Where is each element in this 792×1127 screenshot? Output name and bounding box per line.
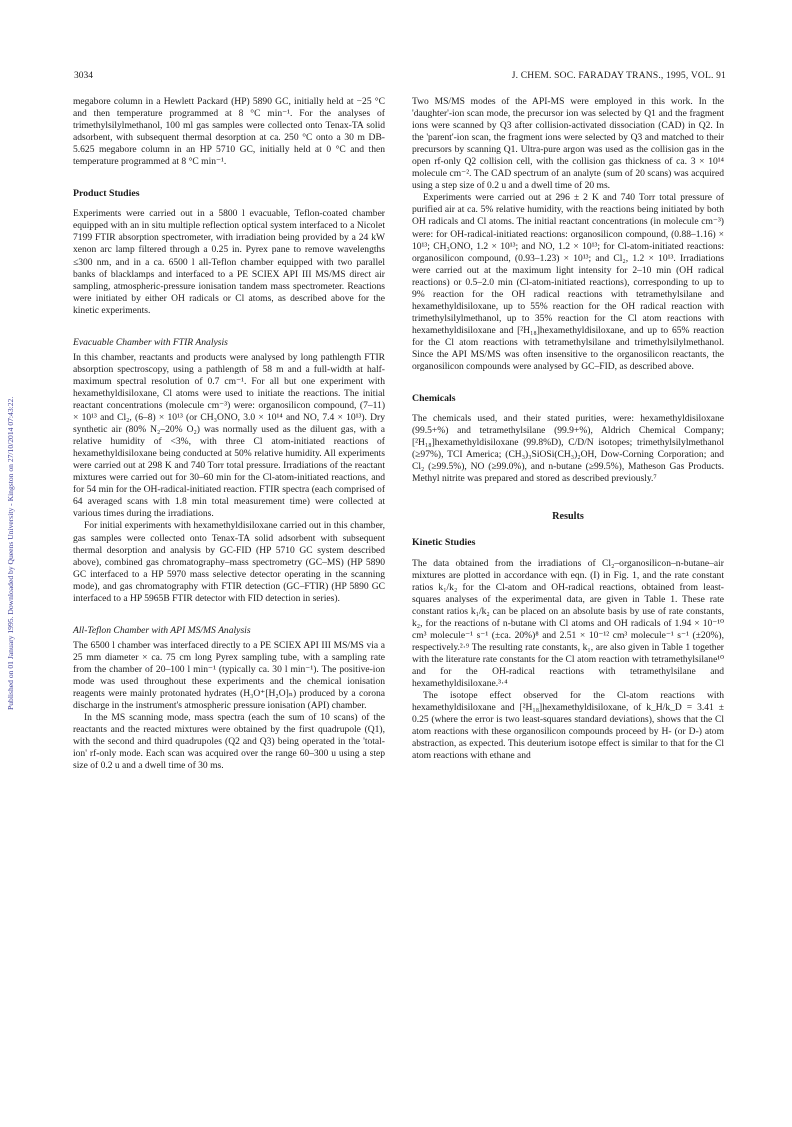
right-column: [412, 96, 724, 762]
teflon-chamber-paragraph: The 6500 l chamber was interfaced directly to a PE SCIEX API III MS/MS via a 25 mm diameter × ca. 75 cm long Pyrex sampling tube, with a sampling rate from the chamber of 20–100 l min⁻¹ (typically ca. 30 l min⁻¹). The positive-ion mode was used throughout these experiments and the chemical ionisation reagents were mainly protonated hydrates (H₃O⁺[H₂O]ₙ) produced by a corona discharge in the instrument's atmospheric pressure ionisation (API) chamber.: [73, 639, 385, 712]
download-watermark: Published on 01 January 1995. Downloaded by Queens University - Kingston on 27/10/2014 07:43:22.: [6, 396, 15, 710]
experiments-paragraph: Experiments were carried out at 296 ± 2 K and 740 Torr total pressure of purified air at ca. 5% relative humidity, with the reactions being initiated by both OH radicals and Cl atoms. The initial reactant concentrations (in molecule cm⁻³) were: for OH-radical-initiated reactions: organosilicon compound, (0.88–1.16) × 10¹³; CH₃ONO, 1.2 × 10¹³; and NO, 1.2 × 10¹³; for Cl-atom-initiated reactions: organosilicon compound, (0.93–1.23) × 10¹³; and Cl₂, 1.2 × 10¹³. Irradiations were carried out at the maximum light intensity for 2–10 min (OH radical reactions) or 0.5–2.0 min (Cl-atom-initiated reactions), corresponding to up to 9% reaction for the OH radical reactions with tetramethylsilane and hexamethyldisiloxane, up to 55% reaction for the OH radical reaction with trimethylsilylmethanol, up to 35% reaction for the Cl atom reactions with hexamethyldisiloxane and [²H₁₈]hexamethyldisiloxane, and up to 65% reaction for the Cl atom reactions with tetramethylsilane and trimethylsilylmethanol. Since the API MS/MS was often insensitive to the organosilicon reactants, the organosilicon compounds were analysed by GC–FID, as described above.: [412, 192, 724, 373]
ms-scanning-paragraph: In the MS scanning mode, mass spectra (each the sum of 10 scans) of the reactants and the reacted mixtures were obtained by the first quadrupole (Q1), with the second and third quadrupoles (Q2 and Q3) being operated in the 'total-ion' rf-only mode. Each scan was acquired over the range 60–300 u using a step size of 0.2 u and a dwell time of 30 ms.: [73, 712, 385, 772]
journal-header: J. CHEM. SOC. FARADAY TRANS., 1995, VOL. 91: [511, 71, 726, 81]
results-heading: Results: [552, 511, 584, 523]
initial-experiments-paragraph: For initial experiments with hexamethyldisiloxane carried out in this chamber, gas samples were collected onto Tenax-TA solid adsorbent with subsequent thermal desorption and analysis by GC-FID (HP 5710 GC system described above), combined gas chromatography–mass spectrometry (GC–MS) (HP 5890 GC interfaced to a HP 5970 mass selective detector operating in the scanning mode), and gas chromatography with FTIR detection (GC–FTIR) (HP 5890 GC interfaced to a HP 5965B FTIR detector with FID detection in series).: [73, 520, 385, 604]
product-studies-paragraph: Experiments were carried out in a 5800 l evacuable, Teflon-coated chamber equipped with an in situ multiple reflection optical system interfaced to a Nicolet 7199 FTIR absorption spectrometer, with irradiation being provided by a 24 kW xenon arc lamp filtered through a 0.25 in. Pyrex pane to remove wavelengths ≤300 nm, and in a ca. 6500 l all-Teflon chamber equipped with two parallel banks of blacklamps and interfaced to a PE SCIEX API III MS/MS direct air sampling, atmospheric-pressure ionisation tandem mass spectrometer. Reactions were initiated by either OH radicals or Cl atoms, as described above for the kinetic experiments.: [73, 208, 385, 316]
chemicals-heading: Chemicals: [412, 393, 456, 405]
msms-modes-paragraph: Two MS/MS modes of the API-MS were employed in this work. In the 'daughter'-ion scan mode, the precursor ion was selected by Q1 and the fragment ions were scanned by Q3 after collision-activated dissociation (CAD) in Q2. In the 'parent'-ion scan, the fragment ions were selected by Q3 and matched to their precursors by scanning Q1. Ultra-pure argon was used as the collision gas in the open rf-only Q2 collision cell, with the collision gas thickness of ca. 3 × 10¹⁴ molecule cm⁻². The CAD spectrum of an analyte (sum of 20 scans) was acquired using a step size of 0.2 u and a dwell time of 20 ms.: [412, 96, 724, 192]
teflon-chamber-heading: All-Teflon Chamber with API MS/MS Analysis: [73, 624, 251, 636]
chemicals-paragraph: The chemicals used, and their stated purities, were: hexamethyldisiloxane (99.5+%) and tetramethylsilane (99.9+%), Aldrich Chemical Company; [²H₁₈]hexamethyldisiloxane (99.8%D), C/D/N isotopes; trimethylsilylmethanol (≥97%), TCI America; (CH₃)₃SiOSi(CH₃)₂OH, Dow-Corning Corporation; and Cl₂ (≥99.5%), NO (≥99.0%), and n-butane (≥99.5%), Matheson Gas Products. Methyl nitrite was prepared and stored as described previously.⁷: [412, 413, 724, 485]
isotope-effect-paragraph: The isotope effect observed for the Cl-atom reactions with hexamethyldisiloxane and [²H₁₈]hexamethyldisiloxane, of k_H/k_D = 3.41 ± 0.25 (where the error is two least-squares standard deviations), shows that the Cl atom reactions with these organosilicon compounds proceed by H- (or D-) atom abstraction, as expected. This deuterium isotope effect is similar to that for the Cl atom reactions with ethane and: [412, 690, 724, 762]
left-column: [73, 96, 385, 772]
kinetic-studies-paragraph: The data obtained from the irradiations of Cl₂–organosilicon–n-butane–air mixtures are plotted in accordance with eqn. (I) in Fig. 1, and the rate constant ratios k₁/k₂ for the Cl-atom and OH-radical reactions, obtained from least-squares analyses of the experimental data, are given in Table 1. These rate constant ratios k₁/k₂ can be placed on an absolute basis by use of rate constants, k₂, for the reactions of n-butane with Cl atoms and OH radicals of 1.94 × 10⁻¹⁰ cm³ molecule⁻¹ s⁻¹ (±ca. 20%)⁸ and 2.51 × 10⁻¹² cm³ molecule⁻¹ s⁻¹ (±20%), respectively.²·⁹ The resulting rate constants, k₁, are also given in Table 1 together with the literature rate constants for the Cl atom reaction with tetramethylsilane¹⁰ and for the OH-radical reactions with tetramethylsilane and hexamethyldisiloxane.³·⁴: [412, 557, 724, 689]
page-number: 3034: [74, 71, 93, 81]
evacuable-chamber-paragraph: In this chamber, reactants and products were analysed by long pathlength FTIR absorption spectroscopy, using a pathlength of 58 m and a full-width at half-maximum spectral resolution of 0.7 cm⁻¹. For all but one experiment with hexamethyldisiloxane, Cl atoms were used to initiate the reactions. The initial reactant concentrations (molecule cm⁻³) were: organosilicon compound, (7–11) × 10¹³ and Cl₂, (6–8) × 10¹³ (or CH₃ONO, 3.0 × 10¹⁴ and NO, 7.4 × 10¹³). Dry synthetic air (80% N₂–20% O₂) was normally used as the diluent gas, with a relative humidity of <3%, with three Cl atom-initiated reactions of hexamethyldisiloxane being conducted at 50% relative humidity. All experiments were carried out at 298 K and 740 Torr total pressure. Irradiations of the reactant mixtures were carried out for 30–60 min for the Cl-atom-initiated reactions, and for 54 min for the OH-radical-initiated reaction. FTIR spectra (each comprised of 64 averaged scans with 1.8 min total measurement time) were collected at various times during the irradiations.: [73, 351, 385, 520]
intro-paragraph: megabore column in a Hewlett Packard (HP) 5890 GC, initially held at −25 °C and then temperature programmed at 8 °C min⁻¹. For the analyses of trimethylsilylmethanol, 100 ml gas samples were collected onto Tenax-TA solid adsorbent, with subsequent thermal desorption at ca. 250 °C onto a 30 m DB-5.625 megabore column in an HP 5710 GC, initially held at 0 °C and then temperature programmed at 8 °C min⁻¹.: [73, 96, 385, 168]
evacuable-chamber-heading: Evacuable Chamber with FTIR Analysis: [73, 336, 228, 348]
kinetic-studies-heading: Kinetic Studies: [412, 537, 476, 549]
product-studies-heading: Product Studies: [73, 188, 140, 200]
